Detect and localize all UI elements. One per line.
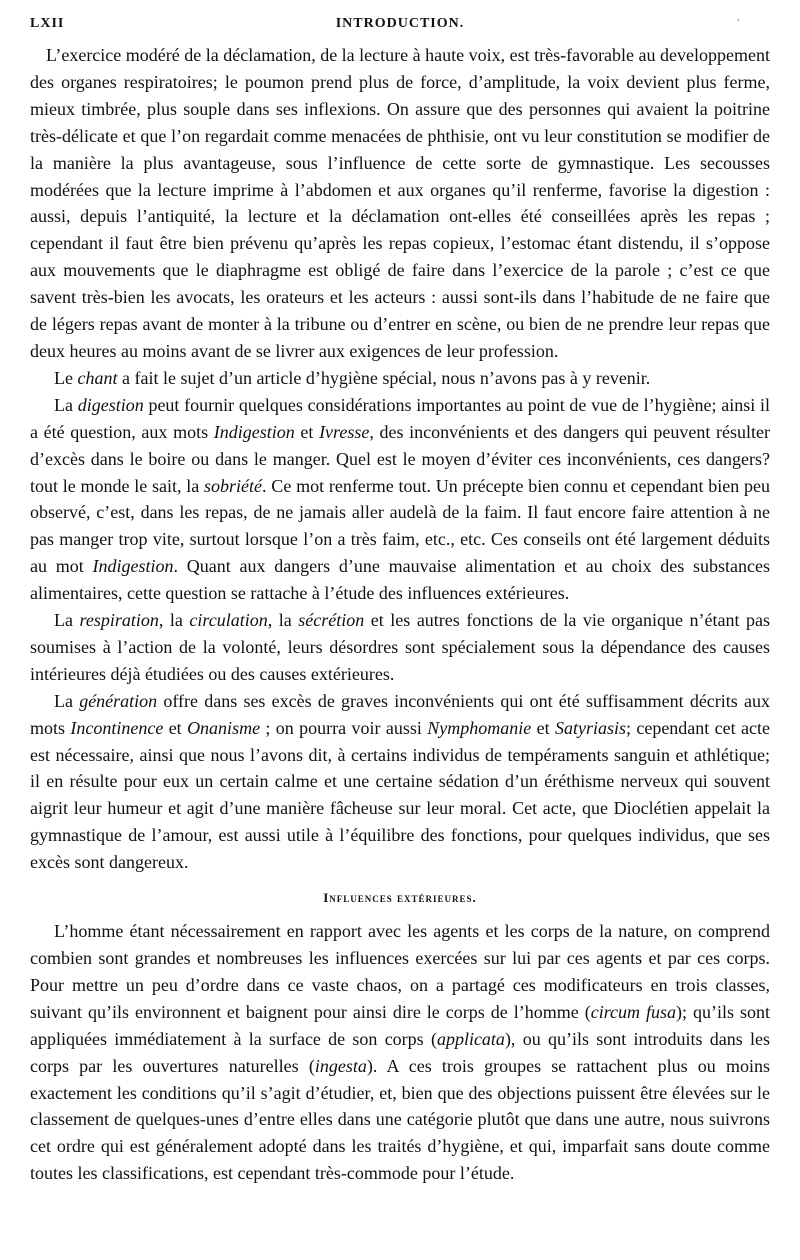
italic-term: Indigestion <box>213 421 295 442</box>
body-text-upper <box>30 42 770 876</box>
italic-term: respiration <box>79 610 159 631</box>
text-run: . Ce mot renferme tout. Un précepte bien connu et cependant bien peu observé, c’est, dans les repas, de ne jamais aller audelà de la faim. Il faut encore faire attention à ne pas manger trop vite, surtout lorsque l’on a très faim, etc., etc. Ces conseils ont été largement déduits au mot <box>30 475 771 577</box>
page-number: LXII <box>30 16 65 31</box>
text-run: L’homme étant nécessairement en rapport avec les agents et les corps de la nature, on comprend combien sont grandes et nombreuses les influences exercées sur lui par ces agents et par ces corps. Pour mettre un peu d’ordre dans ce vaste chaos, on a partagé ces modificateurs en trois classes, suivant qu’ils environnent et baignent pour ainsi dire le corps de l’homme ( <box>30 921 770 1022</box>
text-run: . Quant aux dangers d’une mauvaise alimentation et au choix des substances alimentaires, cette question se rattache à l’étude des influences extérieures. <box>30 556 770 604</box>
text-run: a fait le sujet d’un article d’hygiène spécial, nous n’avons pas à y revenir. <box>117 367 651 388</box>
text-run: et <box>531 717 555 738</box>
section-heading: Influences extérieures. <box>323 890 477 906</box>
italic-term: applicata <box>436 1028 505 1049</box>
text-run: La <box>54 610 80 631</box>
text-run: Le <box>54 367 78 388</box>
paragraph <box>30 365 770 392</box>
text-run: , des inconvénients et des dangers qui peuvent résulter d’excès dans le boire ou dans le manger. Quel est le moyen d’éviter ces inconvénients, ces dangers? tout le monde le sait, la <box>30 421 771 496</box>
italic-term: sobriété <box>204 475 263 496</box>
running-title: INTRODUCTION. <box>335 16 465 31</box>
italic-term: chant <box>77 367 118 388</box>
paragraph <box>30 42 770 365</box>
text-run: La <box>54 690 80 711</box>
italic-term: génération <box>79 690 158 711</box>
italic-term: Satyriasis <box>554 717 626 738</box>
paragraph <box>30 688 770 876</box>
italic-term: sécrétion <box>298 610 365 631</box>
text-run: , la <box>267 610 299 631</box>
text-run: ; on pourra voir aussi <box>260 717 428 738</box>
text-run: ). A ces trois groupes se rattachent plus ou moins exactement les conditions qu’il s’agit d’étudier, et, bien que des objections puissent être élevées sur le classement de quelques-unes d’entre elles dans une catégorie plutôt que dans une autre, nous suivrons cet ordre qui est généralement adopté dans les traités d’hygiène, et qui, imparfait sans doute comme toutes les classifications, est cependant très-commode pour l’étude. <box>30 1055 770 1184</box>
text-run: peut fournir quelques considérations importantes au point de vue de l’hygiène; ainsi il a été question, aux mots <box>30 394 770 442</box>
running-head <box>30 16 770 42</box>
text-run: L’exercice modéré de la déclamation, de la lecture à haute voix, est très-favorable au developpement des organes respiratoires; le poumon prend plus de force, d’amplitude, la voix devient plus ferme, mieux timbrée, plus souple dans ses inflexions. On assure que des personnes qui avaient la poitrine très-délicate et que l’on regardait comme menacées de phthisie, ont vu leur constitution se modifier de la manière la plus avantageuse, sous l’influence de cette sorte de gymnastique. Les secousses modérées que la lecture imprime à l’abdomen et aux organes qu’il renferme, favorise la digestion : aussi, depuis l’antiquité, la lecture et la déclamation ont-elles été conseillées après les repas ; cependant il faut être bien prévenu qu’après les repas copieux, l’estomac étant distendu, il s’oppose aux mouvements que le diaphragme est obligé de faire dans l’exercice de la parole ; c’est ce que savent très-bien les avocats, les orateurs et les acteurs : aussi sont-ils dans l’habitude de ne faire que de légers repas avant de monter à la tribune ou d’entrer en scène, ou bien de ne prendre leur repas que deux heures au moins avant de se livrer aux exigences de leur profession. <box>30 45 770 361</box>
italic-term: Indigestion <box>92 556 174 577</box>
text-run: ; cependant cet acte est nécessaire, ainsi que nous l’avons dit, à certains individus de tempéraments sanguin et athlétique; il en résulte pour eux un certain calme et une certaine sédation d’un éréthisme nerveux qui souvent aigrit leur humeur et agit d’une manière fâcheuse sur leur moral. Cet acte, que Dioclétien appelait la gymnastique de l’amour, est aussi utile à l’équilibre des fonctions, pour quelques individus, que ses excès sont dangereux. <box>30 717 770 873</box>
corner-mark: ' <box>737 18 740 29</box>
text-run: , la <box>158 610 190 631</box>
italic-term: Ivresse <box>319 421 370 442</box>
italic-term: digestion <box>77 394 144 415</box>
text-run: La <box>54 394 78 415</box>
paragraph <box>30 607 770 688</box>
text-run: offre dans ses excès de graves inconvénients qui ont été suffisamment décrits aux mots <box>30 690 770 738</box>
italic-term: circum fusa <box>590 1001 677 1022</box>
italic-term: Incontinence <box>70 717 164 738</box>
text-run: et <box>294 421 320 442</box>
body-text-lower <box>30 918 770 1187</box>
italic-term: Nymphomanie <box>427 717 532 738</box>
text-run: et <box>163 717 188 738</box>
italic-term: circulation <box>189 610 268 631</box>
text-run: ); qu’ils sont appliquées immédiatement à la surface de son corps ( <box>30 1001 770 1049</box>
italic-term: ingesta <box>314 1055 367 1076</box>
italic-term: Onanisme <box>187 717 261 738</box>
text-run: et les autres fonctions de la vie organique n’étant pas soumises à l’action de la volonté, leurs désordres sont spécialement sous la dépendance des causes intérieures déjà étudiées ou des causes extérieures. <box>30 610 771 684</box>
text-run: ), ou qu’ils sont introduits dans les corps par les ouvertures naturelles ( <box>30 1028 770 1076</box>
paragraph <box>30 918 770 1187</box>
paragraph <box>30 392 770 607</box>
